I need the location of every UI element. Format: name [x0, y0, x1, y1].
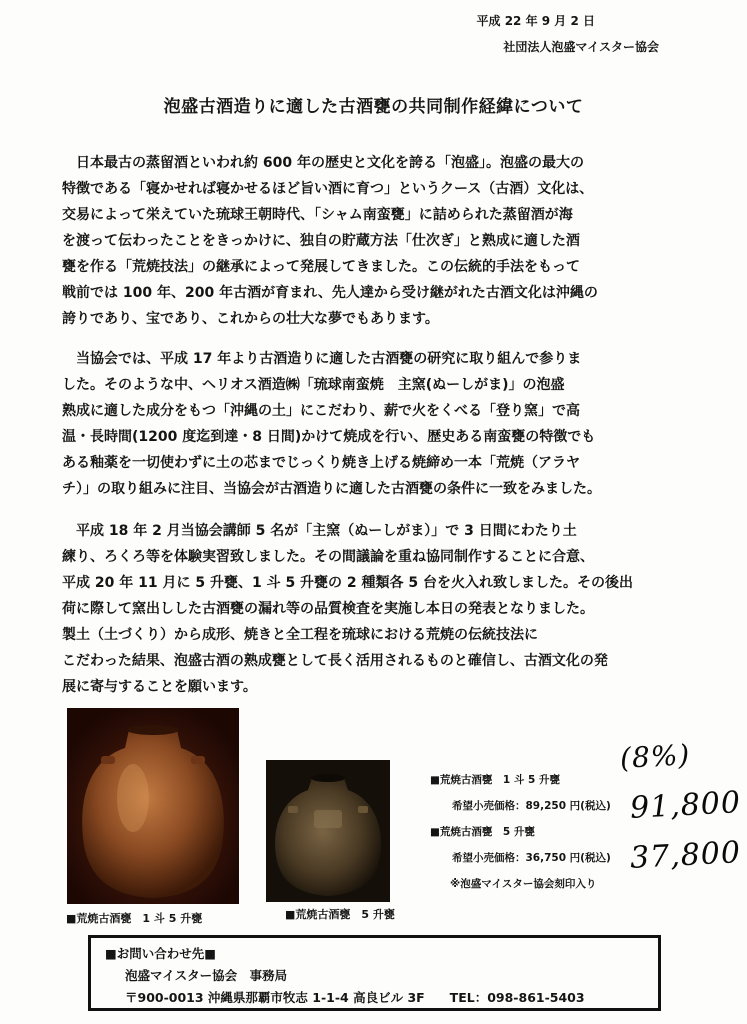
paragraph-line: 練り、ろくろ等を体験実習致しました。その間議論を重ね協同制作することに合意、	[62, 549, 594, 565]
jar-photo-large	[67, 708, 239, 904]
jar-large-image	[67, 708, 239, 904]
contact-address: 〒900-0013 沖縄県那覇市牧志 1-1-4 高良ビル 3F TEL：098-861-5403	[125, 990, 585, 1005]
product-1-name: ■荒焼古酒甕 1 斗 5 升甕	[430, 774, 560, 786]
product-1-price: 希望小売価格：89,250 円(税込)	[452, 800, 611, 812]
paragraph-line: 戦前では 100 年、200 年古酒が育まれ、先人達から受け継がれた古酒文化は沖縄の	[62, 285, 598, 301]
jar-small-image	[266, 760, 390, 902]
product-2-name: ■荒焼古酒甕 5 升甕	[430, 826, 535, 838]
handwritten-price-2: 37,800	[629, 835, 742, 876]
handwritten-price-1: 91,800	[629, 785, 742, 826]
paragraph-1	[62, 150, 692, 332]
paragraph-line: 甕を作る「荒焼技法」の継承によって発展してきました。この伝統的手法をもって	[62, 259, 580, 275]
paragraph-line: 熟成に適した成分をもつ「沖縄の土」にこだわり、薪で火をくべる「登り窯」で高	[62, 403, 580, 419]
paragraph-line: を渡って伝わったことをきっかけに、独自の貯蔵方法「仕次ぎ」と熟成に適した酒	[62, 233, 580, 249]
contact-heading: ■お問い合わせ先■	[105, 946, 217, 961]
paragraph-line: チ）」の取り組みに注目、当協会が古酒造りに適した古酒甕の条件に一致をみました。	[62, 481, 601, 497]
header-organization: 社団法人泡盛マイスター協会	[503, 40, 659, 54]
caption-large-jar: ■荒焼古酒甕 1 斗 5 升甕	[66, 912, 203, 925]
paragraph-line: 日本最古の蒸留酒といわれ約 600 年の歴史と文化を誇る「泡盛」。泡盛の最大の	[62, 155, 584, 171]
paragraph-3	[62, 518, 692, 700]
paragraph-line: 平成 18 年 2 月当協会講師 5 名が「主窯（ぬーしがま）」で 3 日間にわたり土	[62, 523, 577, 539]
paragraph-2	[62, 346, 692, 502]
paragraph-line: 製土（土づくり）から成形、焼きと全工程を琉球における荒焼の伝統技法に	[62, 627, 538, 643]
caption-small-jar: ■荒焼古酒甕 5 升甕	[285, 908, 395, 921]
paragraph-line: 当協会では、平成 17 年より古酒造りに適した古酒甕の研究に取り組んで参りま	[62, 351, 582, 367]
contact-box	[88, 935, 661, 1011]
contact-office: 泡盛マイスター協会 事務局	[125, 968, 288, 983]
paragraph-line: 特徴である「寝かせれば寝かせるほど旨い酒に育つ」というクース（古酒）文化は、	[62, 181, 594, 197]
paragraph-line: 温・長時間(1200 度迄到達・8 日間)かけて焼成を行い、歴史ある南蛮甕の特徴でも	[62, 429, 596, 445]
product-2-price: 希望小売価格：36,750 円(税込)	[452, 852, 611, 864]
paragraph-line: 展に寄与することを願います。	[62, 679, 257, 695]
paragraph-line: こだわった結果、泡盛古酒の熟成甕として長く活用されるものと確信し、古酒文化の発	[62, 653, 608, 669]
paragraph-line: 交易によって栄えていた琉球王朝時代、「シャム南蛮甕」に詰められた蒸留酒が海	[62, 207, 573, 223]
paragraph-line: 平成 20 年 11 月に 5 升甕、1 斗 5 升甕の 2 種類各 5 台を火入れ致しました。その後出	[62, 575, 634, 591]
paragraph-line: した。そのような中、ヘリオス酒造㈱「琉球南蛮焼 主窯(ぬーしがま)」の泡盛	[62, 377, 565, 393]
jar-photo-small	[266, 760, 390, 902]
handwritten-percent: (8%)	[619, 738, 692, 775]
engraving-note: ※泡盛マイスター協会刻印入り	[450, 878, 597, 890]
paragraph-line: 荷に際して窯出しした古酒甕の漏れ等の品質検査を実施し本日の発表となりました。	[62, 601, 594, 617]
paragraph-line: 誇りであり、宝であり、これからの壮大な夢でもあります。	[62, 311, 439, 327]
paragraph-line: ある釉薬を一切使わずに土の芯までじっくり焼き上げる焼締め一本「荒焼（アラヤ	[62, 455, 580, 471]
document-title: 泡盛古酒造りに適した古酒甕の共同制作経緯について	[163, 97, 584, 117]
header-date: 平成 22 年 9 月 2 日	[476, 14, 595, 28]
